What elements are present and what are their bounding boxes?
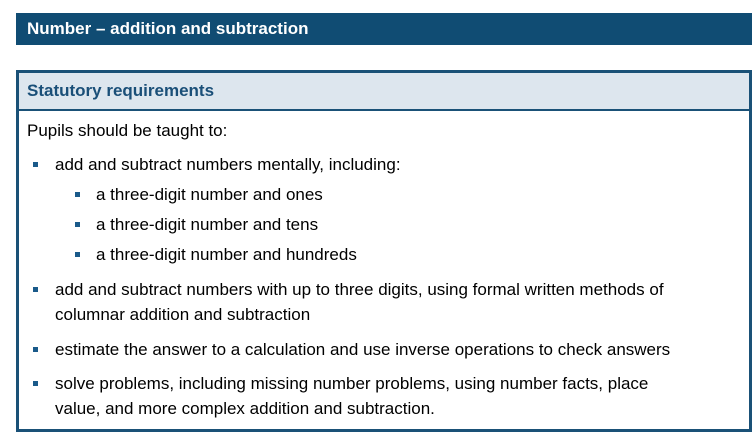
square-bullet-icon	[33, 347, 38, 352]
list-item-text-line2: columnar addition and subtraction	[55, 305, 311, 324]
square-bullet-icon	[33, 381, 38, 386]
square-bullet-icon	[75, 252, 80, 257]
square-bullet-icon	[75, 222, 80, 227]
intro-text: Pupils should be taught to:	[27, 121, 228, 140]
list-item-text-line1: add and subtract numbers with up to three digits, using formal written methods of	[55, 280, 664, 299]
list-item-text-line2: value, and more complex addition and subtraction.	[55, 399, 435, 418]
list-item-text-line1: solve problems, including missing number problems, using number facts, place	[55, 374, 649, 393]
square-bullet-icon	[33, 287, 38, 292]
sub-list-item-text: a three-digit number and ones	[96, 185, 323, 204]
square-bullet-icon	[33, 162, 38, 167]
sub-list-item-text: a three-digit number and hundreds	[96, 245, 357, 264]
section-title: Number – addition and subtraction	[16, 13, 752, 45]
square-bullet-icon	[75, 192, 80, 197]
list-item-text: add and subtract numbers mentally, including:	[55, 155, 401, 174]
list-item-text: estimate the answer to a calculation and use inverse operations to check answers	[55, 340, 671, 359]
statutory-requirements-box	[16, 70, 752, 432]
sub-list-item-text: a three-digit number and tens	[96, 215, 319, 234]
requirements-title: Statutory requirements	[19, 73, 749, 111]
